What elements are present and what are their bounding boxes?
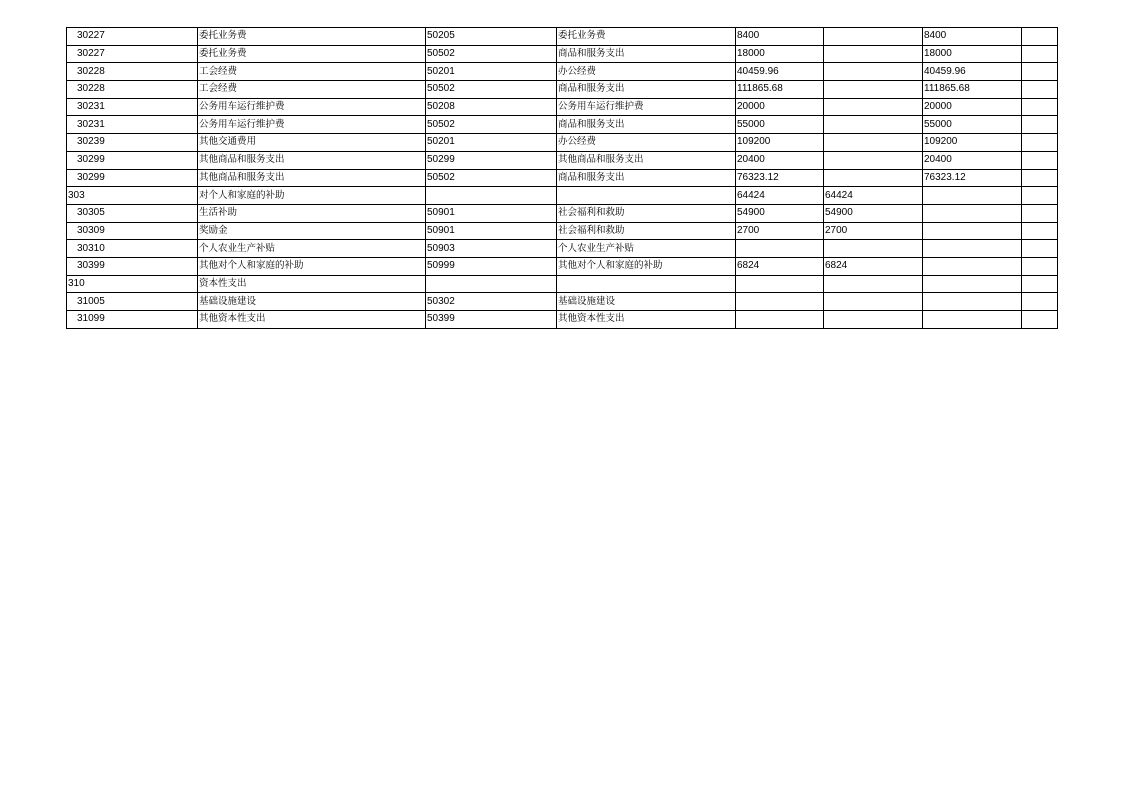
other-amount-cell [1022,257,1058,275]
gov-name-cell: 社会福利和救助 [557,204,736,222]
project-amount-cell: 40459.96 [923,63,1022,81]
table-row [67,81,1058,99]
other-amount-cell [1022,293,1058,311]
basic-amount-cell [824,275,923,293]
econ-code-cell: 30299 [67,151,198,169]
basic-amount-cell [824,240,923,258]
econ-name-cell: 工会经费 [198,81,426,99]
total-amount-cell: 109200 [736,134,824,152]
econ-code-cell: 30309 [67,222,198,240]
econ-code-cell: 30228 [67,81,198,99]
total-amount-cell: 6824 [736,257,824,275]
econ-name-cell: 委托业务费 [198,45,426,63]
gov-name-cell: 社会福利和救助 [557,222,736,240]
basic-amount-cell [824,28,923,46]
econ-code-cell: 303 [67,187,198,205]
total-amount-cell: 64424 [736,187,824,205]
total-amount-cell: 55000 [736,116,824,134]
table-row [67,293,1058,311]
table-row [67,204,1058,222]
basic-amount-cell: 6824 [824,257,923,275]
gov-name-cell: 公务用车运行维护费 [557,98,736,116]
econ-name-cell: 其他资本性支出 [198,311,426,329]
gov-code-cell: 50901 [426,204,557,222]
econ-code-cell: 31005 [67,293,198,311]
basic-amount-cell: 2700 [824,222,923,240]
other-amount-cell [1022,98,1058,116]
table-row [67,257,1058,275]
basic-amount-cell [824,98,923,116]
other-amount-cell [1022,222,1058,240]
table-row [67,222,1058,240]
project-amount-cell: 111865.68 [923,81,1022,99]
other-amount-cell [1022,311,1058,329]
econ-code-cell: 30231 [67,116,198,134]
project-amount-cell: 109200 [923,134,1022,152]
project-amount-cell [923,257,1022,275]
other-amount-cell [1022,81,1058,99]
project-amount-cell [923,311,1022,329]
econ-code-cell: 30228 [67,63,198,81]
basic-amount-cell [824,151,923,169]
table-row [67,169,1058,187]
econ-name-cell: 公务用车运行维护费 [198,98,426,116]
basic-amount-cell [824,81,923,99]
econ-code-cell: 310 [67,275,198,293]
project-amount-cell [923,187,1022,205]
econ-name-cell: 个人农业生产补贴 [198,240,426,258]
other-amount-cell [1022,28,1058,46]
gov-name-cell: 商品和服务支出 [557,81,736,99]
gov-code-cell: 50502 [426,81,557,99]
econ-code-cell: 31099 [67,311,198,329]
project-amount-cell [923,293,1022,311]
project-amount-cell [923,222,1022,240]
total-amount-cell [736,293,824,311]
basic-amount-cell [824,293,923,311]
econ-name-cell: 工会经费 [198,63,426,81]
table-row [67,275,1058,293]
gov-name-cell: 商品和服务支出 [557,45,736,63]
total-amount-cell: 111865.68 [736,81,824,99]
econ-code-cell: 30299 [67,169,198,187]
basic-amount-cell [824,116,923,134]
gov-code-cell [426,275,557,293]
basic-amount-cell: 64424 [824,187,923,205]
econ-code-cell: 30399 [67,257,198,275]
table-row [67,63,1058,81]
gov-code-cell: 50205 [426,28,557,46]
other-amount-cell [1022,187,1058,205]
gov-name-cell: 其他对个人和家庭的补助 [557,257,736,275]
other-amount-cell [1022,116,1058,134]
econ-code-cell: 30231 [67,98,198,116]
gov-name-cell: 商品和服务支出 [557,116,736,134]
gov-code-cell: 50399 [426,311,557,329]
table-row [67,134,1058,152]
gov-code-cell [426,187,557,205]
gov-name-cell: 其他资本性支出 [557,311,736,329]
econ-code-cell: 30227 [67,28,198,46]
budget-table-sheet [66,27,1057,329]
total-amount-cell: 76323.12 [736,169,824,187]
other-amount-cell [1022,134,1058,152]
gov-code-cell: 50901 [426,222,557,240]
econ-name-cell: 资本性支出 [198,275,426,293]
basic-amount-cell [824,45,923,63]
gov-name-cell: 办公经费 [557,63,736,81]
total-amount-cell [736,240,824,258]
econ-code-cell: 30310 [67,240,198,258]
total-amount-cell [736,275,824,293]
other-amount-cell [1022,204,1058,222]
total-amount-cell [736,311,824,329]
table-row [67,240,1058,258]
basic-amount-cell: 54900 [824,204,923,222]
total-amount-cell: 20400 [736,151,824,169]
econ-name-cell: 奖励金 [198,222,426,240]
other-amount-cell [1022,240,1058,258]
gov-code-cell: 50208 [426,98,557,116]
project-amount-cell: 20400 [923,151,1022,169]
project-amount-cell [923,275,1022,293]
project-amount-cell [923,240,1022,258]
project-amount-cell: 20000 [923,98,1022,116]
other-amount-cell [1022,275,1058,293]
total-amount-cell: 40459.96 [736,63,824,81]
other-amount-cell [1022,151,1058,169]
other-amount-cell [1022,63,1058,81]
budget-table [66,27,1058,329]
project-amount-cell: 8400 [923,28,1022,46]
project-amount-cell: 55000 [923,116,1022,134]
econ-code-cell: 30227 [67,45,198,63]
econ-code-cell: 30305 [67,204,198,222]
econ-name-cell: 生活补助 [198,204,426,222]
project-amount-cell [923,204,1022,222]
gov-code-cell: 50201 [426,63,557,81]
gov-code-cell: 50502 [426,45,557,63]
gov-code-cell: 50201 [426,134,557,152]
project-amount-cell: 76323.12 [923,169,1022,187]
total-amount-cell: 20000 [736,98,824,116]
gov-name-cell: 办公经费 [557,134,736,152]
table-row [67,187,1058,205]
econ-code-cell: 30239 [67,134,198,152]
econ-name-cell: 其他交通费用 [198,134,426,152]
project-amount-cell: 18000 [923,45,1022,63]
table-row [67,28,1058,46]
gov-name-cell: 基础设施建设 [557,293,736,311]
gov-code-cell: 50299 [426,151,557,169]
other-amount-cell [1022,45,1058,63]
total-amount-cell: 18000 [736,45,824,63]
basic-amount-cell [824,169,923,187]
table-row [67,116,1058,134]
gov-code-cell: 50502 [426,116,557,134]
basic-amount-cell [824,311,923,329]
table-row [67,45,1058,63]
table-body [67,28,1058,329]
econ-name-cell: 对个人和家庭的补助 [198,187,426,205]
gov-name-cell [557,275,736,293]
gov-name-cell [557,187,736,205]
econ-name-cell: 其他商品和服务支出 [198,151,426,169]
table-row [67,151,1058,169]
basic-amount-cell [824,63,923,81]
econ-name-cell: 其他对个人和家庭的补助 [198,257,426,275]
gov-code-cell: 50903 [426,240,557,258]
econ-name-cell: 基础设施建设 [198,293,426,311]
other-amount-cell [1022,169,1058,187]
econ-name-cell: 公务用车运行维护费 [198,116,426,134]
gov-name-cell: 其他商品和服务支出 [557,151,736,169]
total-amount-cell: 54900 [736,204,824,222]
econ-name-cell: 其他商品和服务支出 [198,169,426,187]
total-amount-cell: 2700 [736,222,824,240]
table-row [67,98,1058,116]
basic-amount-cell [824,134,923,152]
econ-name-cell: 委托业务费 [198,28,426,46]
gov-name-cell: 委托业务费 [557,28,736,46]
gov-name-cell: 个人农业生产补贴 [557,240,736,258]
gov-code-cell: 50999 [426,257,557,275]
gov-code-cell: 50502 [426,169,557,187]
table-row [67,311,1058,329]
gov-name-cell: 商品和服务支出 [557,169,736,187]
gov-code-cell: 50302 [426,293,557,311]
total-amount-cell: 8400 [736,28,824,46]
